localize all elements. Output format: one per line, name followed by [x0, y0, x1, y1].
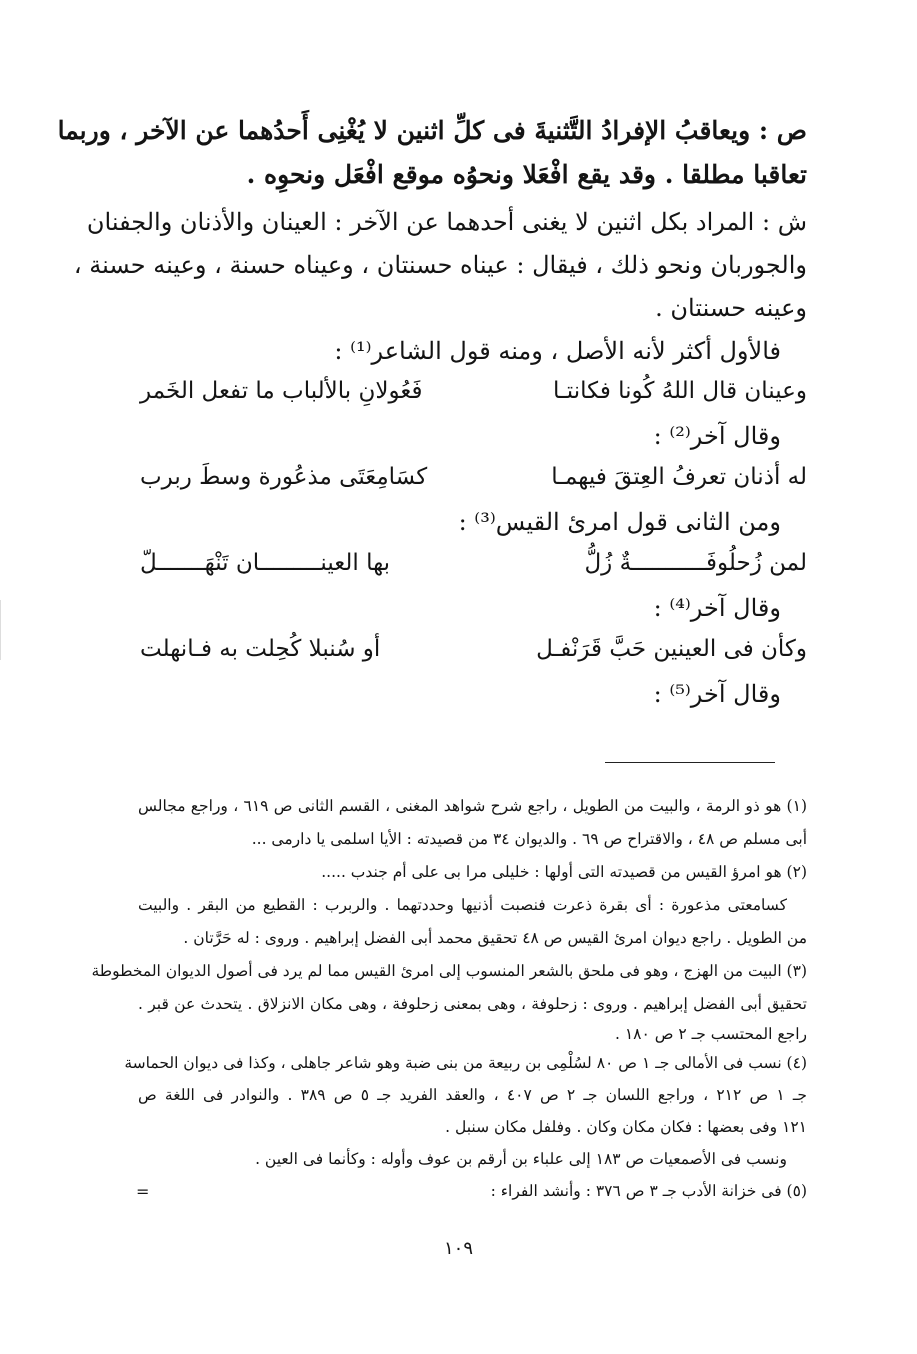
intro-line-5: وقال آخر⁽⁵⁾ : — [653, 680, 781, 708]
continuation-mark: = — [136, 1182, 150, 1201]
commentary-line-1: ش : المراد بكل اثنين لا يغنى أحدهما عن الآخر : العينان والأذنان والجفنان — [86, 208, 807, 236]
footnote-3-line-2: تحقيق أبى الفضل إبراهيم . وروى : زحلوفة ، وهى بمعنى زحلوفة ، وهى مكان الانزلاق . يتحدث عن قبر . — [138, 995, 807, 1013]
verse-4-first-hemistich: وكأن فى العينين حَبَّ قَرَنْفـل — [536, 636, 807, 662]
verse-4-second-hemistich: أو سُنبلا كُحِلت به فـانهلت — [140, 636, 381, 662]
footnote-4-line-3: ١٢١ وفى بعضها : فكان مكان وكان . وفلفل مكان سنبل . — [445, 1118, 807, 1136]
footnote-2-line-3: من الطويل . راجع ديوان امرئ القيس ص ٤٨ تحقيق محمد أبى الفضل إبراهيم . وروى : له حَرَّتان . — [183, 929, 807, 947]
intro-line-1: فالأول أكثر لأنه الأصل ، ومنه قول الشاعر⁽¹⁾ : — [334, 337, 781, 365]
footnote-3-line-3: راجع المحتسب جـ ٢ ص ١٨٠ . — [614, 1025, 807, 1043]
verse-3-second-hemistich: بها العينـــــــــان تَنْهَـــــــلّ — [140, 550, 391, 576]
intro-line-4: وقال آخر⁽⁴⁾ : — [653, 594, 781, 622]
text-line-header-1: ص : ويعاقبُ الإفرادُ التَّثنيةَ فى كلِّ اثنين لا يُغْنِى أَحدُهما عن الآخر ، وربما — [57, 116, 807, 145]
verse-2 — [140, 464, 807, 498]
intro-line-3: ومن الثانى قول امرئ القيس⁽³⁾ : — [458, 508, 781, 536]
footnote-5-line-1: (٥) فى خزانة الأدب جـ ٣ ص ٣٧٦ : وأنشد الفراء : — [490, 1182, 807, 1200]
verse-2-first-hemistich: له أذنان تعرفُ العِتقَ فيهمـا — [551, 464, 807, 490]
footnote-2-line-1: (٢) هو امرؤ القيس من قصيدته التى أولها : خليلى مرا بى على أم جندب ..... — [321, 863, 807, 881]
footnote-2-line-2: كسامعتى مذعورة : أى بقرة ذعرت فنصبت أذنيها وحددتهما . والربرب : القطيع من البقر . والبيت — [138, 896, 787, 914]
footnote-4-line-4: ونسب فى الأصمعيات ص ١٨٣ إلى علباء بن أرقم بن عوف وأوله : وكأنما فى العين . — [255, 1150, 787, 1168]
footnote-4-line-2: جـ ١ ص ٢١٢ ، وراجع اللسان جـ ٢ ص ٤٠٧ ، والعقد الفريد جـ ٥ ص ٣٨٩ . والنوادر فى اللغة ص — [138, 1086, 807, 1104]
page-edge-mark — [0, 600, 1, 660]
footnote-1-line-2: أبى مسلم ص ٤٨ ، والاقتراح ص ٦٩ . والديوان ٣٤ من قصيدته : الأيا اسلمى يا دارمى ... — [251, 830, 807, 848]
footnote-4-line-1: (٤) نسب فى الأمالى جـ ١ ص ٨٠ لسُلْمِى بن ربيعة من بنى ضبة وهو شاعر جاهلى ، وكذا فى ديوان الحماسة — [124, 1054, 807, 1072]
page-number: ١٠٩ — [443, 1238, 473, 1259]
commentary-line-2: والجوربان ونحو ذلك ، فيقال : عيناه حسنتان ، وعيناه حسنة ، وعينه حسنة ، — [73, 251, 807, 279]
footnote-1-line-1: (١) هو ذو الرمة ، والبيت من الطويل ، راجع شرح شواهد المغنى ، القسم الثانى ص ٦١٩ ، وراجع مجالس — [138, 797, 807, 815]
text-line-header-2: تعاقبا مطلقا . وقد يقع افْعَلا ونحوُه موقع افْعَل ونحوِه . — [246, 160, 807, 189]
verse-2-second-hemistich: كسَامِعَتَى مذعُورة وسطَ ربرب — [140, 464, 428, 490]
verse-3 — [140, 550, 807, 584]
verse-4 — [140, 636, 807, 670]
verse-3-first-hemistich: لمن زُحلُوفَـــــــــــةٌ زُلُّ — [584, 550, 807, 576]
verse-1-second-hemistich: فَعُولانِ بالألباب ما تفعل الخَمر — [140, 378, 423, 404]
verse-1 — [140, 378, 807, 412]
intro-line-2: وقال آخر⁽²⁾ : — [653, 422, 781, 450]
commentary-line-3: وعينه حسنتان . — [655, 294, 807, 322]
verse-1-first-hemistich: وعينان قال اللهُ كُونا فكانتـا — [553, 378, 807, 404]
footnote-3-line-1: (٣) البيت من الهزج ، وهو فى ملحق بالشعر المنسوب إلى امرئ القيس مما لم يرد فى أصول الديوان المخطوطة — [91, 962, 807, 980]
footnote-separator — [605, 762, 775, 763]
